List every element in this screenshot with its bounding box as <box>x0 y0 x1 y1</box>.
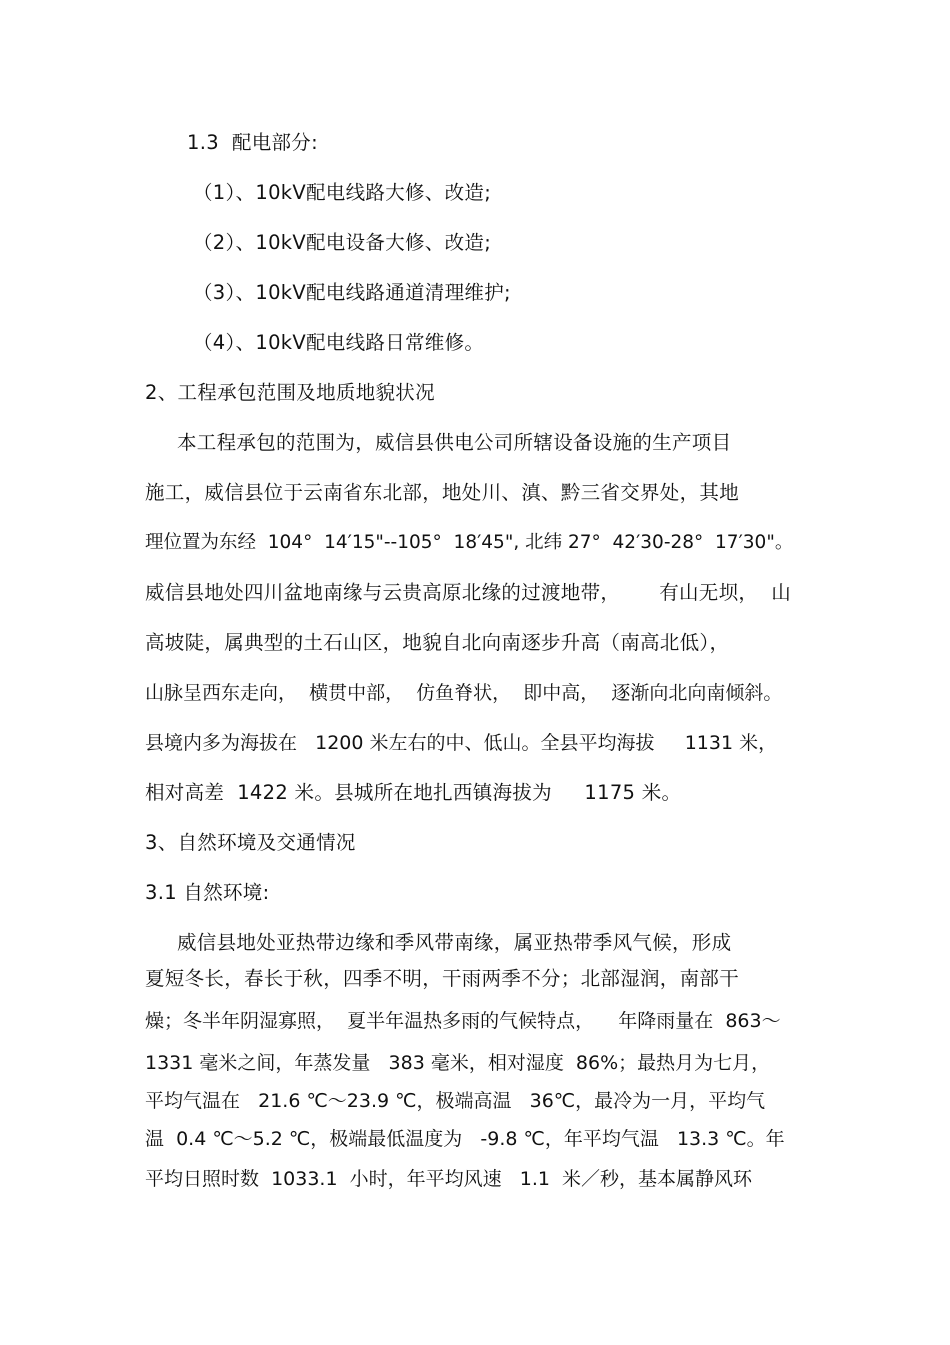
paragraph-line: 本工程承包的范围为，威信县供电公司所辖设备设施的生产项目 <box>177 431 732 454</box>
section-heading-3: 3、自然环境及交通情况 <box>145 831 356 854</box>
paragraph-line: 县境内多为海拔在 1200 米左右的中、低山。全县平均海拔 1131 米， <box>145 732 778 754</box>
paragraph-line: 夏短冬长，春长于秋，四季不明，干雨两季不分；北部湿润，南部干 <box>145 967 740 990</box>
subsection-heading-3-1: 3.1 自然环境: <box>145 881 270 904</box>
list-item-4: （4）、10kV配电线路日常维修。 <box>193 331 485 354</box>
paragraph-line: 相对高差 1422 米。县城所在地扎西镇海拔为 1175 米。 <box>145 781 682 804</box>
paragraph-line: 平均气温在 21.6 ℃～23.9 ℃，极端高温 36℃，最冷为一月，平均气 <box>145 1090 766 1112</box>
list-item-2: （2）、10kV配电设备大修、改造; <box>193 231 492 254</box>
paragraph-line: 平均日照时数 1033.1 小时，年平均风速 1.1 米／秒，基本属静风环 <box>145 1168 753 1190</box>
paragraph-line: 温 0.4 ℃～5.2 ℃，极端最低温度为 -9.8 ℃，年平均气温 13.3 ℃。年 <box>145 1128 785 1150</box>
paragraph-line: 高坡陡，属典型的土石山区，地貌自北向南逐步升高（南高北低）， <box>145 631 730 654</box>
paragraph-line: 威信县地处亚热带边缘和季风带南缘，属亚热带季风气候，形成 <box>177 931 732 954</box>
paragraph-line: 山脉呈西东走向， 横贯中部， 仿鱼脊状， 即中高， 逐渐向北向南倾斜。 <box>145 682 783 704</box>
section-heading-2: 2、工程承包范围及地质地貌状况 <box>145 381 435 404</box>
paragraph-line: 燥；冬半年阴湿寡照， 夏半年温热多雨的气候特点， 年降雨量在 863～ <box>145 1010 781 1032</box>
list-item-3: （3）、10kV配电线路通道清理维护; <box>193 281 511 304</box>
paragraph-line: 施工，威信县位于云南省东北部，地处川、滇、黔三省交界处，其地 <box>145 481 740 504</box>
subsection-heading-1-3: 1.3 配电部分: <box>187 131 318 154</box>
paragraph-line: 1331 毫米之间，年蒸发量 383 毫米，相对湿度 86%；最热月为七月， <box>145 1052 771 1074</box>
paragraph-line: 理位置为东经 104° 14′15"--105° 18′45", 北纬 27° 42′30-28° 17′30"。 <box>145 532 794 553</box>
paragraph-line: 威信县地处四川盆地南缘与云贵高原北缘的过渡地带， 有山无坝， 山 <box>145 581 791 604</box>
list-item-1: （1）、10kV配电线路大修、改造; <box>193 181 492 204</box>
